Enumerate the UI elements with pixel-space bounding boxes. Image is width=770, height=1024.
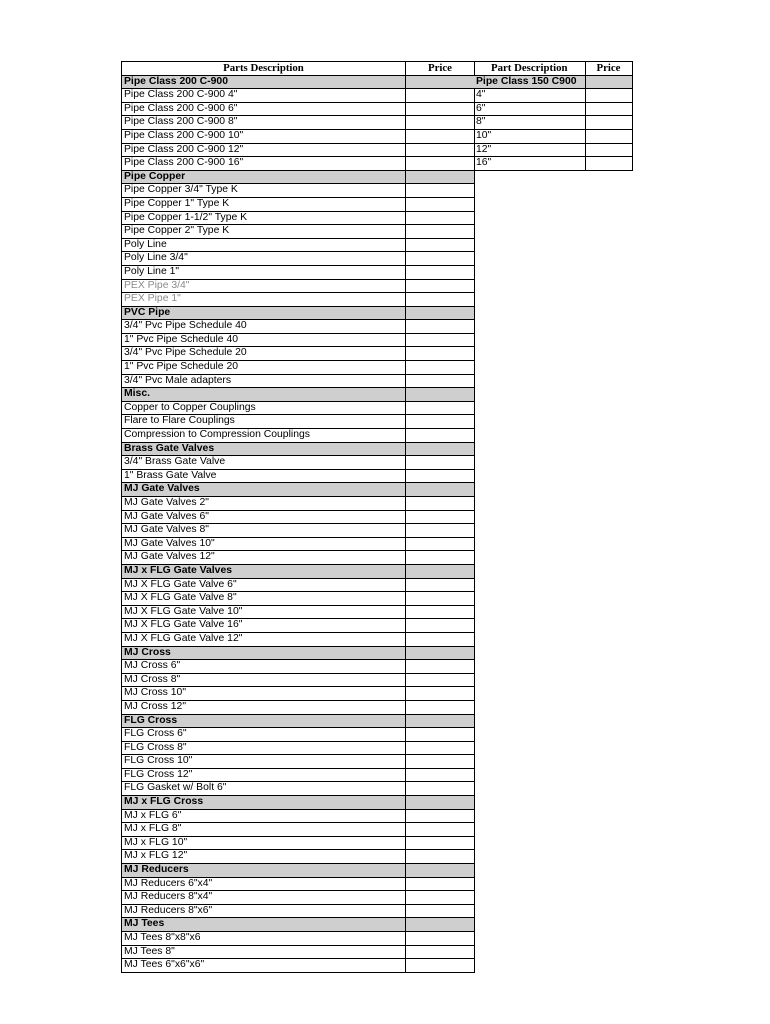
table-row [122,959,475,973]
part-description-cell: MJ x FLG 10" [122,836,406,850]
parts-description-header: Parts Description [122,62,406,76]
table-row [122,143,475,157]
table-row [122,836,475,850]
part-description-cell: Flare to Flare Couplings [122,415,406,429]
section-header-row [122,864,475,878]
table-row [122,401,475,415]
price-cell [406,129,475,143]
part-description-cell: Poly Line [122,238,406,252]
table-row [474,129,632,143]
part-description-cell: MJ x FLG 6" [122,809,406,823]
part-description-cell: 3/4" Brass Gate Valve [122,456,406,470]
price-cell [406,537,475,551]
main-header-row [122,62,475,76]
table-row [122,537,475,551]
part-description-cell: MJ X FLG Gate Valve 12" [122,632,406,646]
table-row [122,415,475,429]
table-row [122,102,475,116]
part-description-cell: MJ Gate Valves 8" [122,524,406,538]
price-cell [406,660,475,674]
part-description-cell: 16" [474,157,585,171]
part-description-cell: MJ x FLG 12" [122,850,406,864]
price-cell [406,796,475,810]
table-row [122,619,475,633]
table-row [122,293,475,307]
price-cell [406,320,475,334]
table-row [122,89,475,103]
table-row [122,197,475,211]
part-description-cell: MJ Tees 8" [122,945,406,959]
section-label: FLG Cross [122,714,406,728]
section-label: PVC Pipe [122,306,406,320]
section-label: MJ x FLG Gate Valves [122,564,406,578]
table-row [122,551,475,565]
price-cell [406,184,475,198]
part-description-cell: Copper to Copper Couplings [122,401,406,415]
section-header-row [474,75,632,89]
section-header-row [122,483,475,497]
price-cell [406,265,475,279]
section-label: MJ Tees [122,918,406,932]
section-header-row [122,564,475,578]
price-cell [406,700,475,714]
price-cell [406,551,475,565]
part-description-cell: MJ Gate Valves 10" [122,537,406,551]
part-description-cell: MJ Tees 8"x8"x6 [122,932,406,946]
section-header-row [122,75,475,89]
table-row [122,347,475,361]
section-label: MJ x FLG Cross [122,796,406,810]
part-description-cell: PEX Pipe 3/4" [122,279,406,293]
price-cell [406,279,475,293]
price-cell [406,945,475,959]
part-description-cell: MJ Cross 8" [122,673,406,687]
price-cell [406,850,475,864]
part-description-cell: Compression to Compression Couplings [122,429,406,443]
price-cell [406,483,475,497]
price-cell [406,932,475,946]
part-description-cell: FLG Cross 10" [122,755,406,769]
part-description-cell: Poly Line 1" [122,265,406,279]
section-label: Pipe Copper [122,170,406,184]
table-row [122,687,475,701]
part-description-cell: Pipe Class 200 C-900 6" [122,102,406,116]
table-row [122,333,475,347]
part-description-cell: 3/4" Pvc Male adapters [122,374,406,388]
table-row [474,143,632,157]
table-row [122,850,475,864]
table-row [122,809,475,823]
table-row [122,904,475,918]
part-description-cell: FLG Gasket w/ Bolt 6" [122,782,406,796]
section-header-row [122,388,475,402]
table-row [122,497,475,511]
part-description-cell: 10" [474,129,585,143]
price-cell [406,225,475,239]
price-cell [406,755,475,769]
table-row [122,932,475,946]
price-cell [406,157,475,171]
part-description-cell: 3/4" Pvc Pipe Schedule 40 [122,320,406,334]
part-description-cell: 6" [474,102,585,116]
part-description-cell: 1" Pvc Pipe Schedule 40 [122,333,406,347]
price-cell [585,116,632,130]
price-cell [406,469,475,483]
table-row [122,823,475,837]
price-cell [406,646,475,660]
section-header-row [122,170,475,184]
price-cell [406,782,475,796]
table-row [122,660,475,674]
table-row [122,524,475,538]
table-row [122,673,475,687]
table-row [122,129,475,143]
price-cell [406,619,475,633]
part-description-cell: MJ x FLG 8" [122,823,406,837]
price-cell [406,143,475,157]
part-description-cell: MJ Reducers 8"x4" [122,891,406,905]
part-description-cell: Pipe Class 200 C-900 4" [122,89,406,103]
table-row [122,605,475,619]
part-description-cell: 1" Brass Gate Valve [122,469,406,483]
part-description-header: Part Description [474,62,585,76]
price-cell [406,564,475,578]
table-row [474,102,632,116]
table-row [122,116,475,130]
table-row [122,279,475,293]
part-description-cell: 8" [474,116,585,130]
price-cell [406,510,475,524]
price-cell [585,143,632,157]
part-description-cell: MJ Reducers 6"x4" [122,877,406,891]
price-cell [406,347,475,361]
price-cell [406,238,475,252]
part-description-cell: MJ Gate Valves 2" [122,497,406,511]
part-description-cell: 3/4" Pvc Pipe Schedule 20 [122,347,406,361]
part-description-cell: Pipe Class 200 C-900 10" [122,129,406,143]
part-description-cell: FLG Cross 8" [122,741,406,755]
price-cell [406,211,475,225]
part-description-cell: FLG Cross 6" [122,728,406,742]
price-cell [406,687,475,701]
part-description-cell: 1" Pvc Pipe Schedule 20 [122,361,406,375]
table-row [122,782,475,796]
part-description-cell: Pipe Class 200 C-900 12" [122,143,406,157]
price-cell [406,89,475,103]
price-cell [406,809,475,823]
table-row [122,225,475,239]
part-description-cell: Pipe Class 200 C-900 16" [122,157,406,171]
section-label: MJ Gate Valves [122,483,406,497]
section-header-row [122,646,475,660]
price-cell [406,714,475,728]
price-cell [406,361,475,375]
price-cell [406,388,475,402]
price-cell [406,415,475,429]
price-cell [406,728,475,742]
table-row [474,89,632,103]
price-cell [406,741,475,755]
part-description-cell: MJ Cross 12" [122,700,406,714]
price-cell [406,578,475,592]
table-row [122,374,475,388]
table-row [122,469,475,483]
part-description-cell: Poly Line 3/4" [122,252,406,266]
table-row [122,700,475,714]
part-description-cell: Pipe Copper 1" Type K [122,197,406,211]
table-row [122,252,475,266]
part-description-cell: MJ Cross 6" [122,660,406,674]
table-row [122,741,475,755]
table-row [474,157,632,171]
part-description-cell: Pipe Copper 1-1/2" Type K [122,211,406,225]
table-row [122,632,475,646]
section-header-row [122,918,475,932]
price-cell [406,252,475,266]
price-cell [406,877,475,891]
section-header-row [122,714,475,728]
class-150-table [474,61,633,171]
section-label: MJ Reducers [122,864,406,878]
price-cell [406,75,475,89]
table-row [122,211,475,225]
table-row [122,456,475,470]
price-cell [406,524,475,538]
price-cell [406,592,475,606]
side-header-row [474,62,632,76]
price-cell [406,497,475,511]
price-cell [406,891,475,905]
price-cell [406,632,475,646]
price-cell [406,442,475,456]
price-cell [406,306,475,320]
table-row [122,728,475,742]
table-row [122,429,475,443]
price-cell [406,959,475,973]
price-cell [406,768,475,782]
table-row [122,592,475,606]
table-row [122,891,475,905]
price-cell [406,429,475,443]
section-header-row [122,442,475,456]
section-label: Pipe Class 150 C900 [474,75,585,89]
section-label: Brass Gate Valves [122,442,406,456]
table-row [122,238,475,252]
table-row [122,945,475,959]
table-row [122,510,475,524]
part-description-cell: FLG Cross 12" [122,768,406,782]
part-description-cell: Pipe Class 200 C-900 8" [122,116,406,130]
section-label: MJ Cross [122,646,406,660]
part-description-cell: MJ X FLG Gate Valve 10" [122,605,406,619]
table-row [122,320,475,334]
section-label: Pipe Class 200 C-900 [122,75,406,89]
price-cell [406,102,475,116]
part-description-cell: Pipe Copper 2" Type K [122,225,406,239]
price-cell [585,157,632,171]
part-description-cell: Pipe Copper 3/4" Type K [122,184,406,198]
price-cell [406,864,475,878]
table-row [122,755,475,769]
table-row [122,265,475,279]
part-description-cell: MJ X FLG Gate Valve 16" [122,619,406,633]
price-cell [406,836,475,850]
price-cell [406,197,475,211]
price-cell [585,75,632,89]
price-cell [406,401,475,415]
price-cell [406,116,475,130]
table-row [122,578,475,592]
price-cell [406,904,475,918]
part-description-cell: MJ X FLG Gate Valve 8" [122,592,406,606]
table-row [122,361,475,375]
section-header-row [122,796,475,810]
price-cell [406,456,475,470]
price-cell [406,293,475,307]
price-cell [406,333,475,347]
price-cell [406,170,475,184]
side-price-header: Price [585,62,632,76]
price-cell [585,89,632,103]
table-row [122,157,475,171]
part-description-cell: 12" [474,143,585,157]
part-description-cell: MJ Tees 6"x6"x6" [122,959,406,973]
part-description-cell: PEX Pipe 1" [122,293,406,307]
price-cell [406,673,475,687]
table-row [122,768,475,782]
part-description-cell: MJ Reducers 8"x6" [122,904,406,918]
table-row [122,184,475,198]
section-header-row [122,306,475,320]
main-parts-table [121,61,475,973]
price-cell [406,918,475,932]
part-description-cell: MJ X FLG Gate Valve 6" [122,578,406,592]
price-cell [585,129,632,143]
price-cell [585,102,632,116]
part-description-cell: MJ Cross 10" [122,687,406,701]
price-cell [406,605,475,619]
part-description-cell: MJ Gate Valves 6" [122,510,406,524]
section-label: Misc. [122,388,406,402]
table-row [474,116,632,130]
part-description-cell: MJ Gate Valves 12" [122,551,406,565]
price-header: Price [406,62,475,76]
part-description-cell: 4" [474,89,585,103]
table-row [122,877,475,891]
price-cell [406,823,475,837]
price-cell [406,374,475,388]
